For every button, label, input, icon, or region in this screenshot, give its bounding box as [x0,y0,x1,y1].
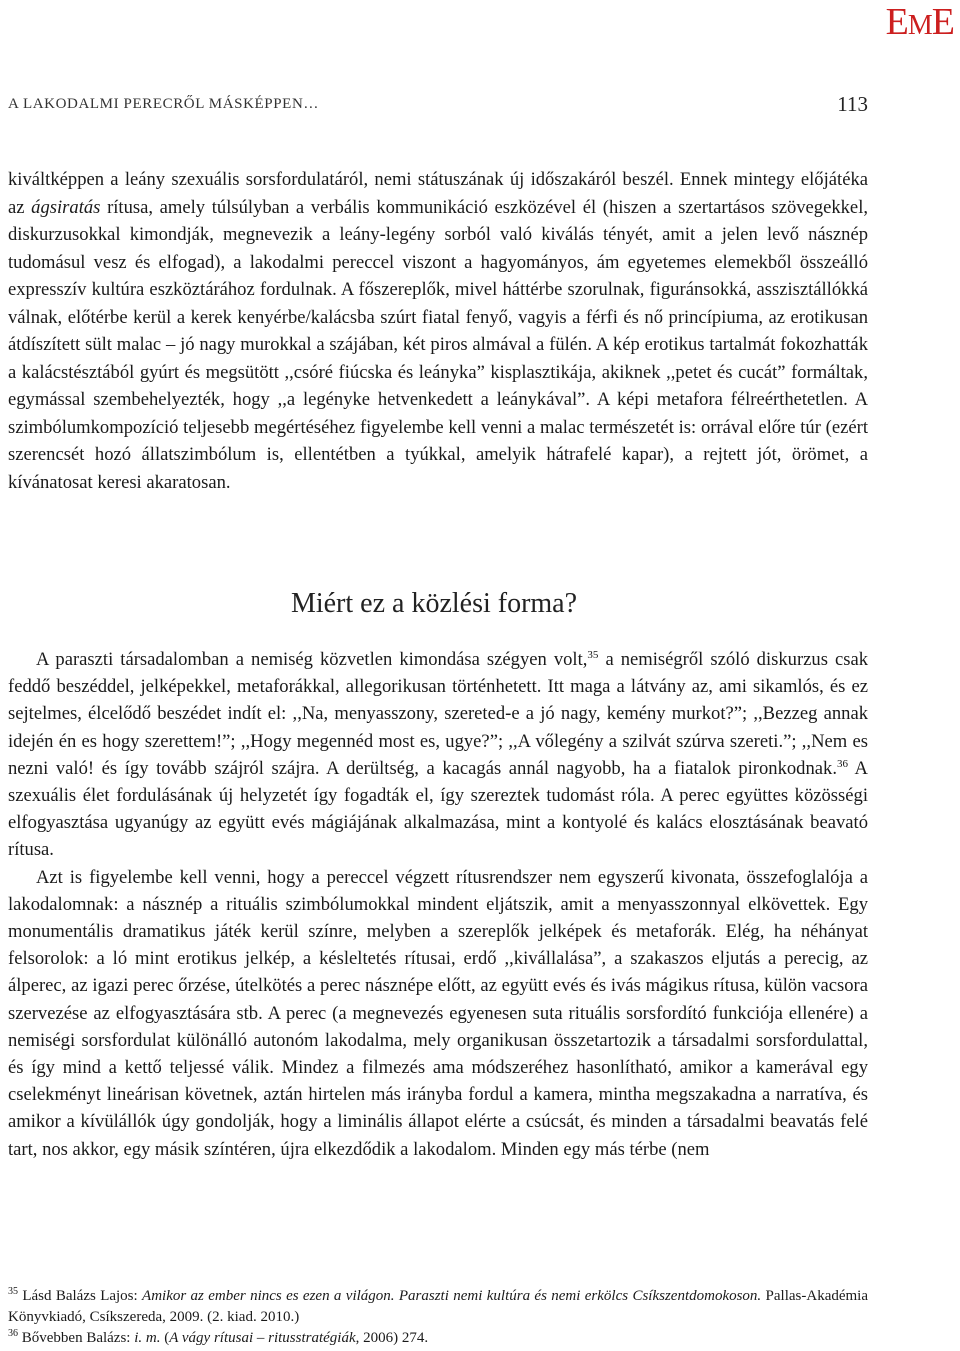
body-paragraph-1 [8,166,868,496]
footnote-ref[interactable]: 35 [587,648,599,661]
body-paragraph-3: Azt is figyelembe kell venni, hogy a pereccel végzett rítusrendszer nem egyszerű kivonata, összefoglalója a lakodalomnak: a násznép a rituális szimbólumokkal mindent eljátszik, amit a menyasszonnyal elkövettek. Egy monumentális dramatikus játék kerül színre, melyben a szereplők jelképek és metaforák. Elég, ha néhányat felsorolok: a ló mint erotikus jelkép, a késleltetés rítusai, erdő ,,kivállalása”, a szakaszos eljutás a perecig, az álperec, az igazi perec őrzése, útelkötés a perec násznépe előtt, az együtt evés és ivás mágikus rítusa, külön vacsora szervezése az elfogyasztására stb. A perec (a megnevezés egyenesen suta rituális sorsfordító funkciója ellenére) a nemiségi sorsfordulat különálló autonóm lakodalma, mely organikusan összetartozik a társadalmi sorsfordulattal, és így mind a kettő teljessé válik. Mindez a filmezés ama módszeréhez hasonlítható, amikor a kamerával egy cselekményt lineárisan követnek, aztán hirtelen más irányba fordul a kamera, mintha megszakadna a narratíva, és amikor a kívülállók úgy gondolják, hogy a liminális állapot elérte a csúcsát, és minden a társadalmi beavatás felé tart, nos akkor, egy másik színtéren, újra elkezdődik a lakodalom. Minden egy más térbe (nem [8,866,868,1160]
book-title: A vágy rítusai – ritusstratégiák [169,1330,356,1346]
footnote-number: 35 [8,1286,18,1297]
text-run: Pallas-Akadémia Könyvkiadó, Csíkszereda, 2009. (2. kiad. 2010.) [8,1288,869,1325]
journal-logo [886,0,954,48]
book-title: Amikor az ember nincs es ezen a világon. Paraszti nemi kultúra és nemi erkölcs Csíkszentdomokoson. [142,1288,762,1304]
footnote-36 [8,1328,868,1349]
footnote-ref[interactable]: 36 [836,757,848,770]
logo-letter-e-end: E [931,1,954,43]
text-run: A paraszti társadalomban a nemiség közvetlen kimondása szégyen volt, [36,649,588,670]
text-run: , 2006) 274. [355,1330,429,1346]
section-heading: Miért ez a közlési forma? [290,588,578,619]
running-head: A LAKODALMI PERECRŐL MÁSKÉPPEN… [8,96,319,112]
footnote-35 [8,1286,868,1328]
footnote-number: 36 [8,1328,18,1339]
body-section [8,646,868,1163]
footnotes [8,1286,868,1349]
logo-letter-m: M [907,10,932,41]
text-run: ( [160,1330,170,1346]
text-run: Bővebben Balázs: [18,1330,135,1346]
text-run: A szexuális élet fordulásának új helyzetét így fogadták el, így szereztek tudomást róla. A perec együttes közösségi elfogyasztása ugyanúgy az együtt evés mágiájának alkalmazása, mint a kontyolé és kalács elosztásának beavató rítusa. [8,757,868,861]
text-run: Lásd Balázs Lajos: [18,1288,143,1304]
logo-letter-e: E [885,1,908,43]
body-paragraph-2 [8,646,868,864]
text-run: rítusa, amely túlsúlyban a verbális kommunikáció eszközével él (hiszen a szertartásos szövegekkel, diskurzusokkal kimondják, megnevezik a leány-legény sorból való kiválás tényét, amit a jelen levő násznép tudomásul vesz és elfogad), a lakodalmi pereccel viszont a hagyományos, ám egyetemes elemekből összeálló expresszív kultúra eszköztárához fordulnak. A főszereplők, mivel háttérbe szorulnak, figuránsokká, asszisztállókká válnak, előtérbe kerül a kerek kenyérbe/kalácsba szúrt fiatal fenyő, vagyis a férfi és nő princípiuma, az erotikusan átdíszített sült malac – jó nagy murokkal a szájában, két piros almával a fülén. A kép erotikus tartalmát fokozhatták a kalácstésztából gyúrt és megsütött ,,csóré fiúcska és leányka” kisplasztikája, akiknek ,,petet és cucát” formáltak, egymással szembehelyezték, hogy ,,a legényke hetvenkedett a leánykával”. A képi metafora félreérthetetlen. A szimbólumkompozíció teljesebb megértéséhez figyelembe kell venni a malac természetét is: orrával előre túr (ezért szerencsét hozó állatszimbólum is, ellentétben a tyúkkal, amelyik hátrafelé kapar), a rejtett jót, örömet, a kívánatosat keresi akaratosan. [8,196,869,493]
page-number: 113 [837,92,868,116]
italic-term: ágsiratás [31,196,101,218]
italic-abbrev: i. m. [134,1330,161,1346]
text-run: a nemiségről szóló diskurzus csak feddő beszéddel, jelképekkel, metaforákkal, allegorikusan történhetett. Itt maga a látvány az, ami sikamlós, és ez sejtelmes, élcelődő beszédet indít el: ,,Na, menyasszony, szereted-e a jó nagy, kemény murkot?”; ,,Bezzeg annak idején én es hogy szerettem!”; ,,Hogy megennéd most es, ugye?”; ,,A vőlegény a szilvát szúrva szereti.”; ,,Nem es nezni való! és így tovább szájról szájra. A derültség, a kacagás annál nagyobb, ha a fiatalok pironkodnak. [8,649,868,779]
text-run: kiváltképpen a leány szexuális sorsfordulatáról, nemi státuszának új időszakáról beszél. Ennek mintegy előjátéka az [8,169,868,218]
